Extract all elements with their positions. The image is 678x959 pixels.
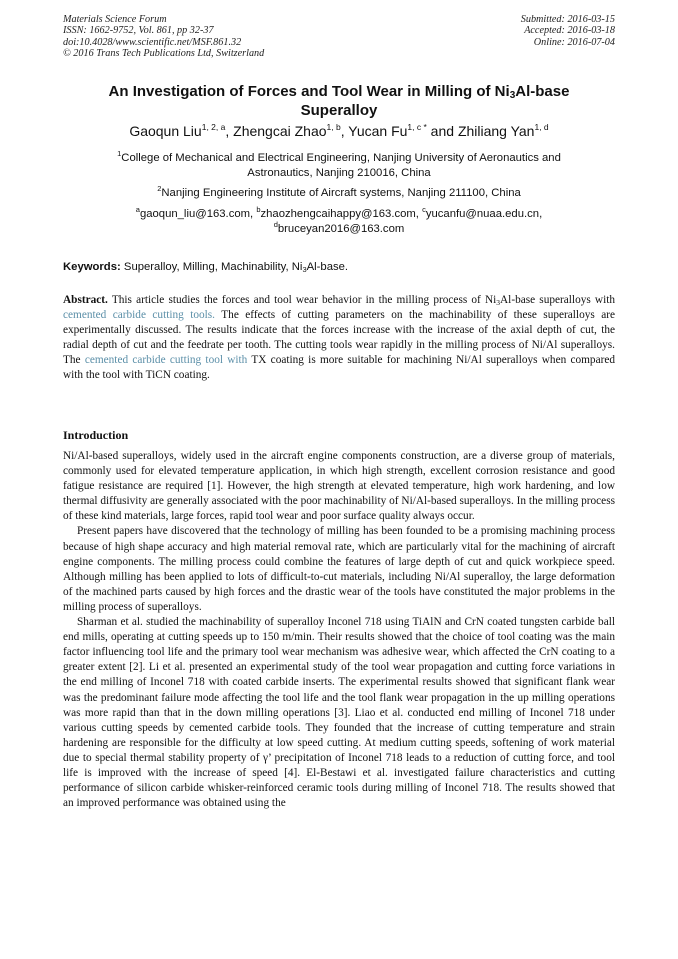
email-link[interactable]: zhaozhengcaihappy@163.com	[260, 208, 416, 220]
submitted-date: Submitted: 2016-03-15	[520, 14, 615, 25]
author-name: Yucan Fu	[348, 123, 408, 139]
author-name: Gaoqun Liu	[129, 123, 202, 139]
paper-title: An Investigation of Forces and Tool Wear in Milling of $Ni_3Al$-base Superalloy	[108, 83, 570, 119]
issn-volume: ISSN: 1662-9752, Vol. 861, pp 32-37	[63, 25, 214, 37]
journal-name: Materials Science Forum	[63, 14, 167, 25]
paragraph: Sharman et al. studied the machinability of superalloy Inconel 718 using TiAlN and CrN coated tungsten carbide ball end mills, operating at cutting speeds up to 150 m/min. Their results showed that the choice of tool coating was the main factor influencing tool life and the primary tool wear mechanism was adhesive wear, which affected the CrN coating to a greater extent [2]. Li et al. presented an experimental study of the tool wear propagation and cutting force variations in the end milling of Inconel 718 with coated carbide inserts. The experimental results showed that significant flank wear was the predominant failure mode affecting the tool life and the tool flank wear propagation in the up milling operations was more rapid than that in the down milling operations [3]. Liao et al. conducted end milling of Inconel 718 under various cutting speeds by cemented carbide tools. They founded that the increase of cutting temperature and strain hardening are responsible for the difficulty at low speed cutting. At medium cutting speeds, softening of work material due to special thermal stability property of γ’ precipitation of Inconel 718 leads to a reduction of cutting force, and tool life is improved with the increase of speed [4]. El-Bestawi et al. investigated failure characteristics and cutting performance of silicon carbide whisker-reinforced ceramic tools during milling of Inconel 718. The results showed that an improved performance was obtained using the	[63, 616, 615, 810]
copyright: © 2016 Trans Tech Publications Ltd, Switzerland	[63, 48, 265, 60]
paragraph: Present papers have discovered that the technology of milling has been founded to be a promising machining process because of high shape accuracy and high material removal rate, which are particularly vital for the machining of aircraft engine components. The milling process could combine the features of large depth of cut and quick workpiece speed. Although milling has been applied to lots of difficult-to-cut materials, including Ni/Al superalloy, the large deformation of the machined parts caused by high forces and the drastic wear of the tools have constituted the major problems in the milling process of superalloys.	[63, 525, 615, 613]
doi: doi:10.4028/www.scientific.net/MSF.861.32	[63, 36, 242, 48]
author-name: Zhengcai Zhao	[233, 123, 327, 139]
publication-info	[63, 14, 264, 60]
affiliation-1: $^1$College of Mechanical and Electrical Engineering, Nanjing University of Aeronautics and Astronautics, Nanjing 210016, China	[117, 149, 561, 179]
author-list: Gaoqun Liu$^{1, 2, a}$, Zhengcai Zhao$^{1, b}$, Yucan $Fu^{1, c *}$ and Zhiliang Yan$^{1, d}$	[129, 122, 549, 139]
highlighted-text: cemented carbide cutting tool with	[84, 354, 248, 367]
online-date: Online: 2016-07-04	[533, 36, 615, 48]
keywords: Keywords: Superalloy, Milling, Machinability, $Ni_3Al$-base.	[63, 261, 349, 274]
accepted-date: Accepted: 2016-03-18	[524, 25, 615, 37]
abstract: Abstract. This article studies the forces and tool wear behavior in the milling process of $Ni_3Al$-base superalloys with cemented carbide cutting tools. The effects of cutting parameters on the machinability of these superalloys are experimentally discussed. The results indicate that the forces increase with the increase of the axial depth of cut, the radial depth of cut and the feedrate per tooth. The cutting tools wear rapidly in the milling process of Ni/Al superalloys. The cemented carbide cutting tool with TX coating is more suitable for machining Ni/Al superalloys when compared with the tool with TiCN coating.	[63, 294, 616, 382]
publication-dates	[521, 14, 615, 48]
highlighted-text: cemented carbide cutting tools.	[63, 309, 216, 322]
author-name: Zhiliang Yan	[457, 123, 535, 139]
email-link[interactable]: yucanfu@nuaa.edu.cn	[425, 208, 540, 220]
section-heading-introduction: Introduction	[63, 428, 129, 442]
email-link[interactable]: bruceyan2016@163.com	[277, 223, 405, 235]
affiliation-2: $^2$Nanjing Engineering Institute of Aircraft systems, Nanjing 211100, China	[157, 184, 521, 199]
introduction-body	[63, 449, 615, 811]
author-emails: $^a$gaoqun_liu@163.com, $^b$zhaozhengcaihappy@163.com, $^c$yucanfu@nuaa.edu.cn, $^d$bruceyan2016@163.com	[135, 205, 543, 235]
email-link[interactable]: gaoqun_liu@163.com	[139, 208, 251, 220]
paragraph: Ni/Al-based superalloys, widely used in the aircraft engine components construction, are a diverse group of materials, commonly used for elevated temperature application, in which high strength, excellent corrosion resistance and good fatigue resistance are required [1]. However, the high strength at elevated temperature, high work hardening, and low thermal diffusivity are generally associated with the poor machinability of Ni/Al-based superalloys. In the milling process of these kind materials, large forces, rapid tool wear and poor surface quality always occur.	[63, 450, 615, 523]
keywords-label: Keywords:	[63, 261, 121, 273]
abstract-label: Abstract.	[63, 294, 108, 306]
